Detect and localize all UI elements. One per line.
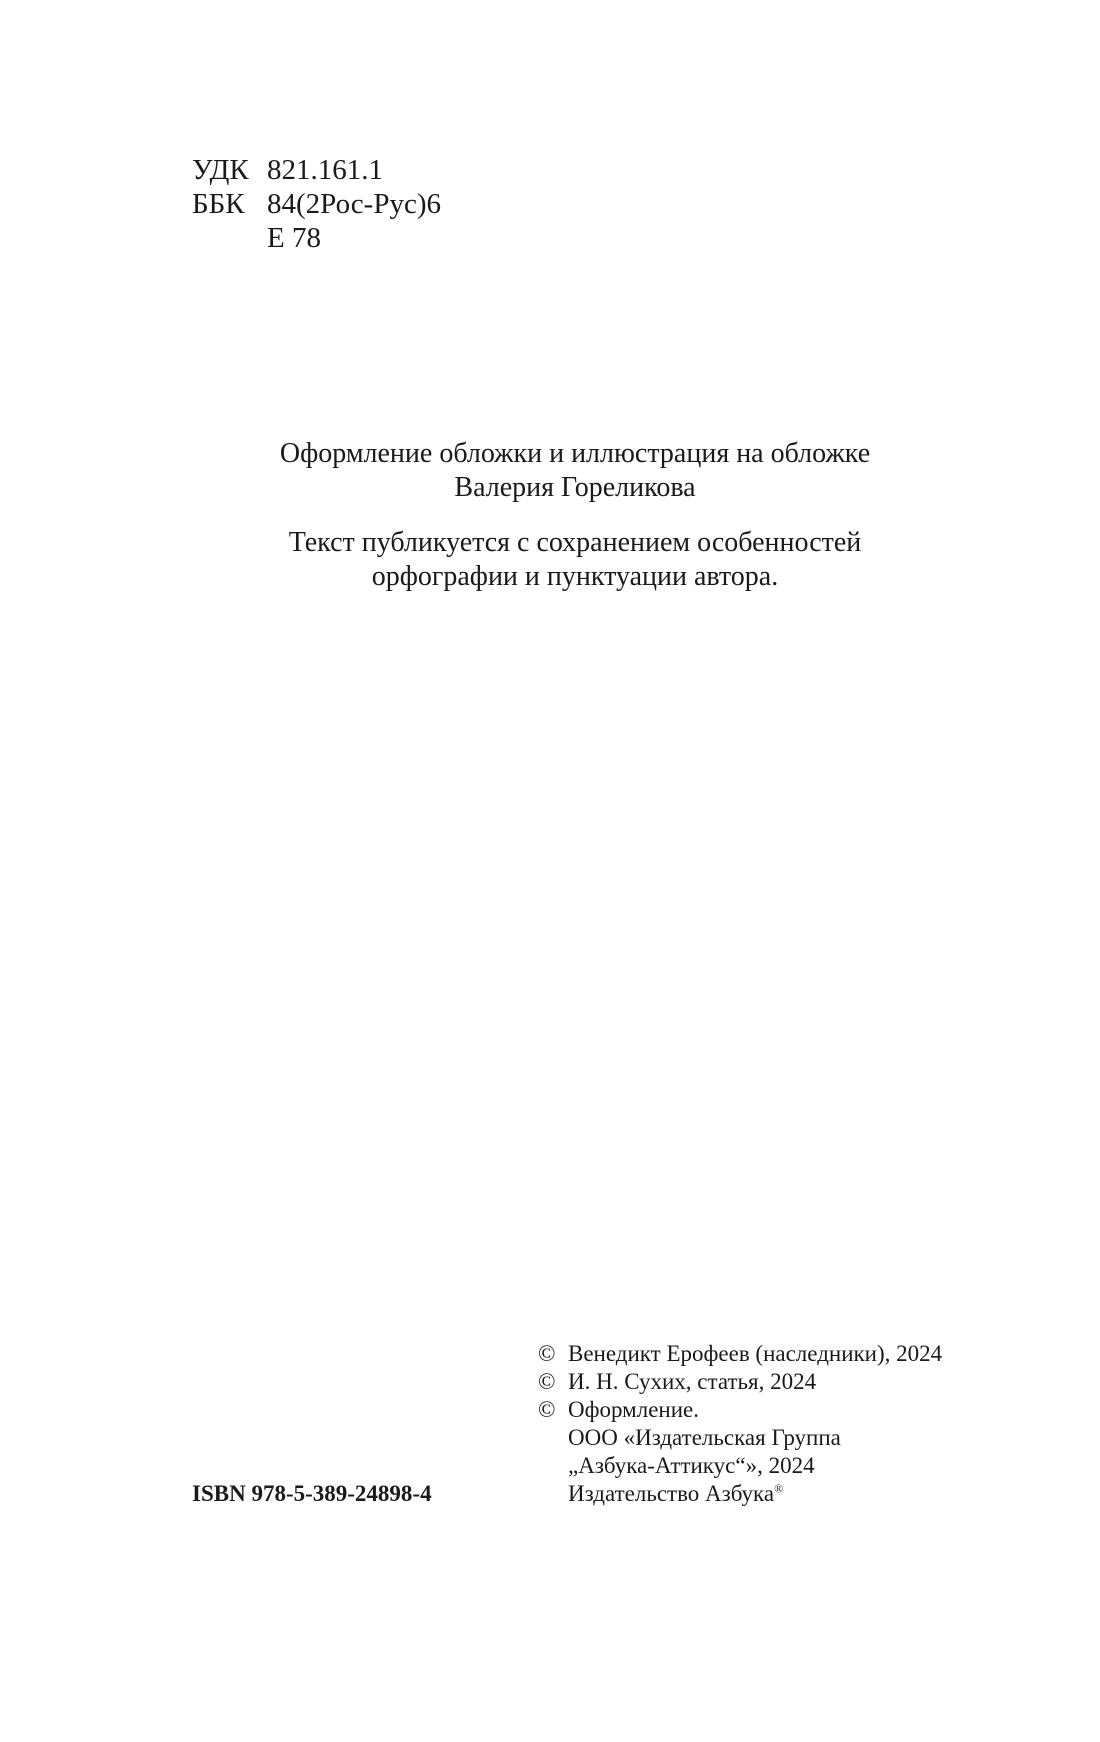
copyright-sign: © [538,1341,556,1366]
author-mark-row [192,221,441,255]
copyright-sign: © [538,1397,556,1422]
registered-trademark-icon: ® [774,1481,784,1496]
text-note-line-1: Текст публикуется с сохранением особенностей [288,527,862,558]
cover-credit-line-1: Оформление обложки и иллюстрация на обложке [279,438,871,469]
copyright-line-6 [538,1480,942,1508]
text-note-line-2: орфографии и пунктуации автора. [371,561,779,592]
udk-label: УДК [192,154,249,186]
cover-credit-note [150,437,1000,505]
copyright-line-4: ООО «Издательская Группа [568,1425,841,1450]
copyright-sign: © [538,1369,556,1394]
bbk-row [192,187,441,221]
udk-row [192,153,441,187]
publisher-name: Издательство Азбука [568,1481,775,1506]
udk-value: 821.161.1 [267,154,383,186]
author-mark: Е 78 [267,222,321,254]
copyright-line-2: © И. Н. Сухих, статья, 2024 [538,1369,817,1394]
cover-credit-line-2: Валерия Гореликова [454,472,696,503]
copyright-line-3: © Оформление. [538,1397,699,1422]
copyright-line-5: „Азбука-Аттикус“», 2024 [568,1453,815,1478]
text-publication-note [150,526,1000,594]
classification-block [192,153,441,255]
copyright-block [538,1340,942,1508]
copyright-line-1: © Венедикт Ерофеев (наследники), 2024 [538,1341,943,1366]
bbk-value: 84(2Рос-Рус)6 [267,188,441,220]
isbn: ISBN 978-5-389-24898-4 [192,1481,432,1506]
bbk-label: ББК [192,188,245,220]
